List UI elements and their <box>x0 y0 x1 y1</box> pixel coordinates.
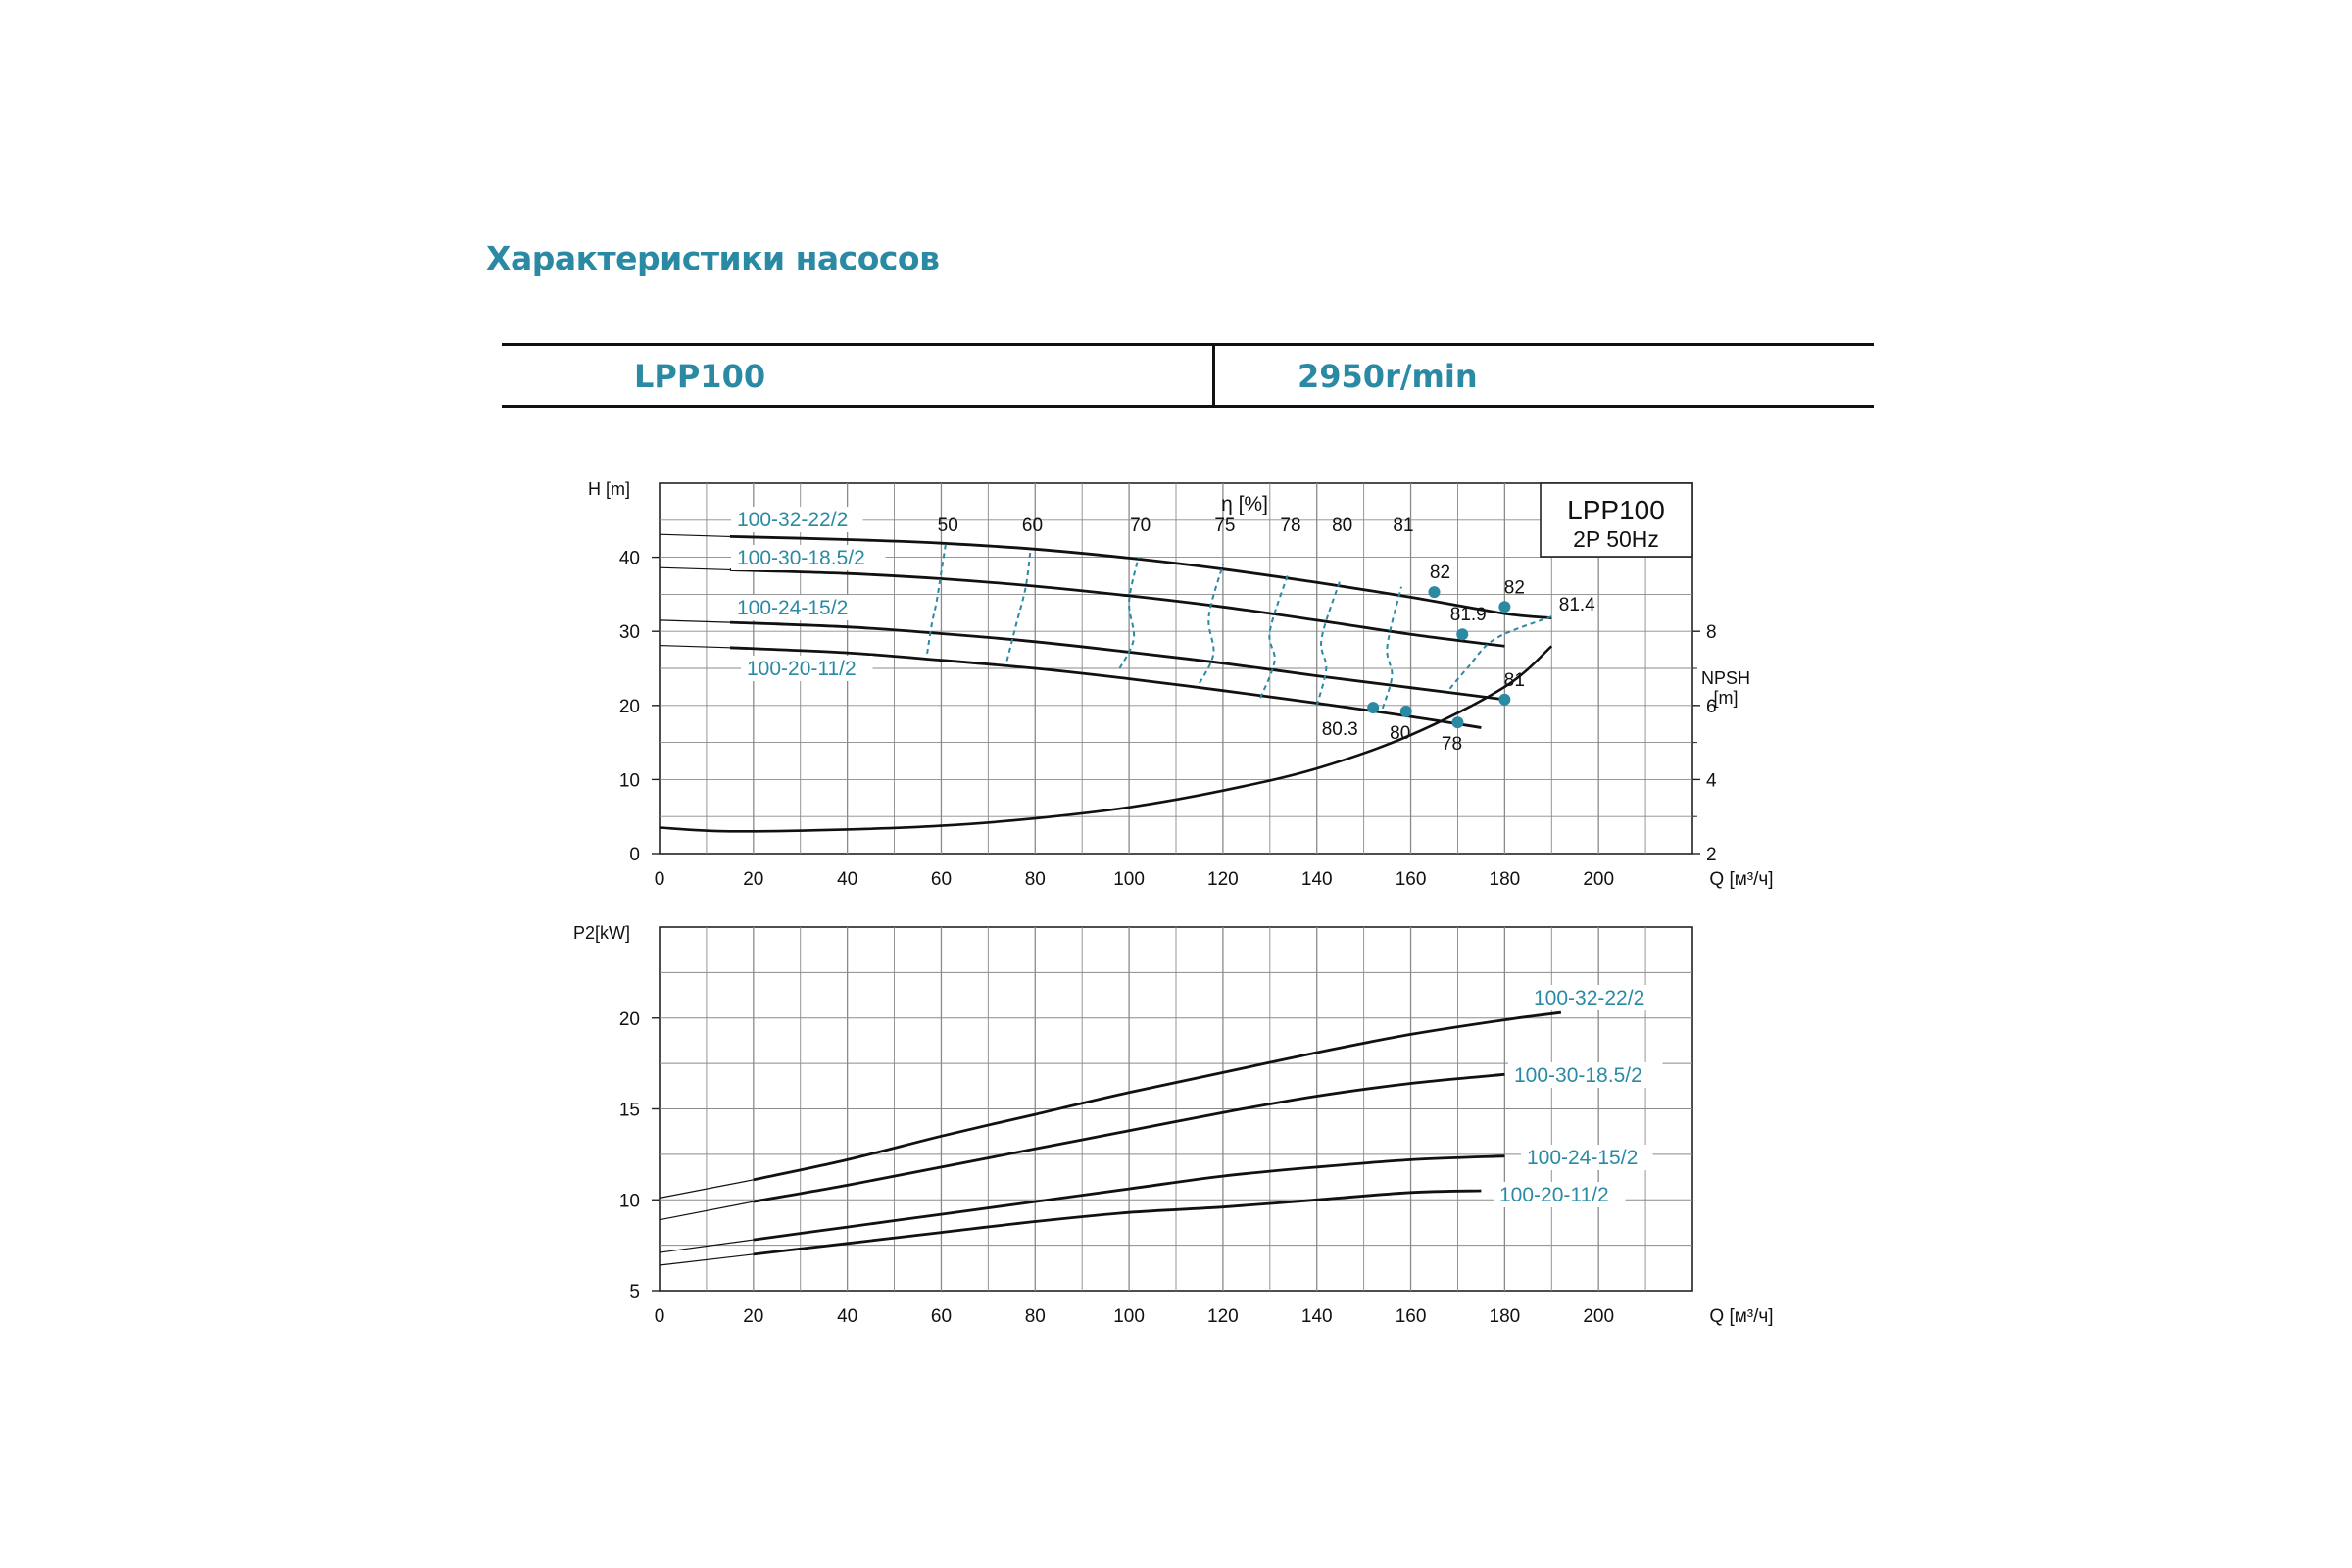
x-tick-label: 160 <box>1395 869 1427 890</box>
x-tick-label: 180 <box>1489 1306 1521 1327</box>
y-tick-label: 30 <box>618 622 640 644</box>
series-label: 100-30-18.5/2 <box>737 547 865 569</box>
head-curve-leader <box>660 567 730 569</box>
x-tick-label: 20 <box>743 1306 764 1327</box>
x-tick-label: 60 <box>930 1306 953 1327</box>
best-efficiency-marker <box>1456 628 1468 640</box>
efficiency-label: 70 <box>1130 515 1152 537</box>
efficiency-annotation: 80.3 <box>1321 719 1358 741</box>
best-efficiency-marker <box>1367 702 1379 713</box>
x-tick-label: 160 <box>1395 1306 1427 1327</box>
y-tick-label: 15 <box>618 1100 640 1121</box>
efficiency-line <box>1383 587 1401 709</box>
page-title: Характеристики насосов <box>486 239 940 277</box>
efficiency-line <box>1200 564 1223 683</box>
y-tick-label: 5 <box>629 1282 640 1302</box>
efficiency-annotation: 78 <box>1441 734 1463 756</box>
x-tick-label: 100 <box>1113 1306 1145 1327</box>
npsh-tick-label: 8 <box>1706 622 1717 644</box>
npsh-tick-label: 2 <box>1706 845 1717 865</box>
head-curve-leader <box>660 620 730 622</box>
npsh-tick-label: 4 <box>1706 770 1717 792</box>
x-tick-label: 20 <box>743 869 764 890</box>
efficiency-annotation: 81 <box>1503 669 1525 691</box>
y-axis-label: P2[kW] <box>572 923 630 943</box>
npsh-tick-label: 6 <box>1706 696 1717 717</box>
best-efficiency-marker <box>1429 586 1441 598</box>
efficiency-line <box>1317 579 1341 706</box>
y-tick-label: 40 <box>618 548 640 569</box>
x-axis-label: Q [м³/ч] <box>1709 1306 1774 1327</box>
head-npsh-chart <box>588 479 1774 890</box>
efficiency-annotation: 80 <box>1390 722 1411 744</box>
efficiency-label: 80 <box>1332 515 1353 537</box>
series-label: 100-24-15/2 <box>737 597 849 619</box>
efficiency-annotation: 82 <box>1503 577 1525 599</box>
efficiency-label: 60 <box>1021 515 1044 537</box>
x-tick-label: 40 <box>837 869 858 890</box>
x-tick-label: 60 <box>930 869 953 890</box>
efficiency-line <box>927 543 946 654</box>
power-curve <box>754 1191 1482 1254</box>
y-tick-label: 20 <box>618 1008 640 1030</box>
y-tick-label: 10 <box>618 770 640 792</box>
x-tick-label: 140 <box>1300 869 1333 890</box>
best-efficiency-marker <box>1498 694 1510 706</box>
x-tick-label: 120 <box>1207 869 1239 890</box>
y-tick-label: 10 <box>618 1191 640 1212</box>
y-axis-label: H [m] <box>588 479 630 499</box>
best-efficiency-marker <box>1498 601 1510 612</box>
best-efficiency-marker <box>1400 706 1412 717</box>
x-tick-label: 0 <box>654 869 665 890</box>
x-axis-label: Q [м³/ч] <box>1709 869 1774 890</box>
efficiency-annotation: 81.4 <box>1558 595 1595 616</box>
series-label: 100-24-15/2 <box>1527 1147 1639 1169</box>
efficiency-line <box>1260 572 1289 699</box>
legend-title: LPP100 <box>1567 495 1665 525</box>
efficiency-axis-label: η [%] <box>1221 493 1268 515</box>
model-name: LPP100 <box>634 358 766 395</box>
x-tick-label: 40 <box>837 1306 858 1327</box>
y-tick-label: 20 <box>618 696 640 717</box>
x-tick-label: 120 <box>1207 1306 1239 1327</box>
x-tick-label: 200 <box>1583 869 1615 890</box>
x-tick-label: 80 <box>1024 1306 1046 1327</box>
x-tick-label: 0 <box>654 1306 665 1327</box>
series-label: 100-20-11/2 <box>747 658 857 680</box>
efficiency-line <box>1007 550 1031 661</box>
power-chart <box>573 923 1774 1327</box>
best-efficiency-marker <box>1451 716 1463 728</box>
y-tick-label: 0 <box>629 845 640 865</box>
legend-subtitle: 2P 50Hz <box>1573 526 1659 552</box>
efficiency-label: 75 <box>1214 515 1236 537</box>
x-tick-label: 100 <box>1113 869 1145 890</box>
efficiency-annotation: 81.9 <box>1449 605 1487 626</box>
efficiency-label: 50 <box>937 515 958 537</box>
npsh-axis-label: NPSH <box>1700 668 1751 688</box>
head-curve-leader <box>660 646 730 648</box>
head-curve-leader <box>660 534 730 536</box>
x-tick-label: 140 <box>1300 1306 1333 1327</box>
series-label: 100-20-11/2 <box>1499 1184 1609 1206</box>
series-label: 100-32-22/2 <box>737 509 849 531</box>
series-label: 100-32-22/2 <box>1534 987 1645 1009</box>
x-tick-label: 180 <box>1489 869 1521 890</box>
efficiency-label: 78 <box>1280 515 1301 537</box>
efficiency-label: 81 <box>1393 515 1414 537</box>
rotation-speed: 2950r/min <box>1298 358 1478 395</box>
series-label: 100-30-18.5/2 <box>1514 1064 1642 1087</box>
npsh-axis-unit: [m] <box>1713 688 1739 708</box>
x-tick-label: 200 <box>1583 1306 1615 1327</box>
efficiency-annotation: 82 <box>1429 563 1451 584</box>
efficiency-line <box>1448 616 1551 691</box>
x-tick-label: 80 <box>1024 869 1046 890</box>
